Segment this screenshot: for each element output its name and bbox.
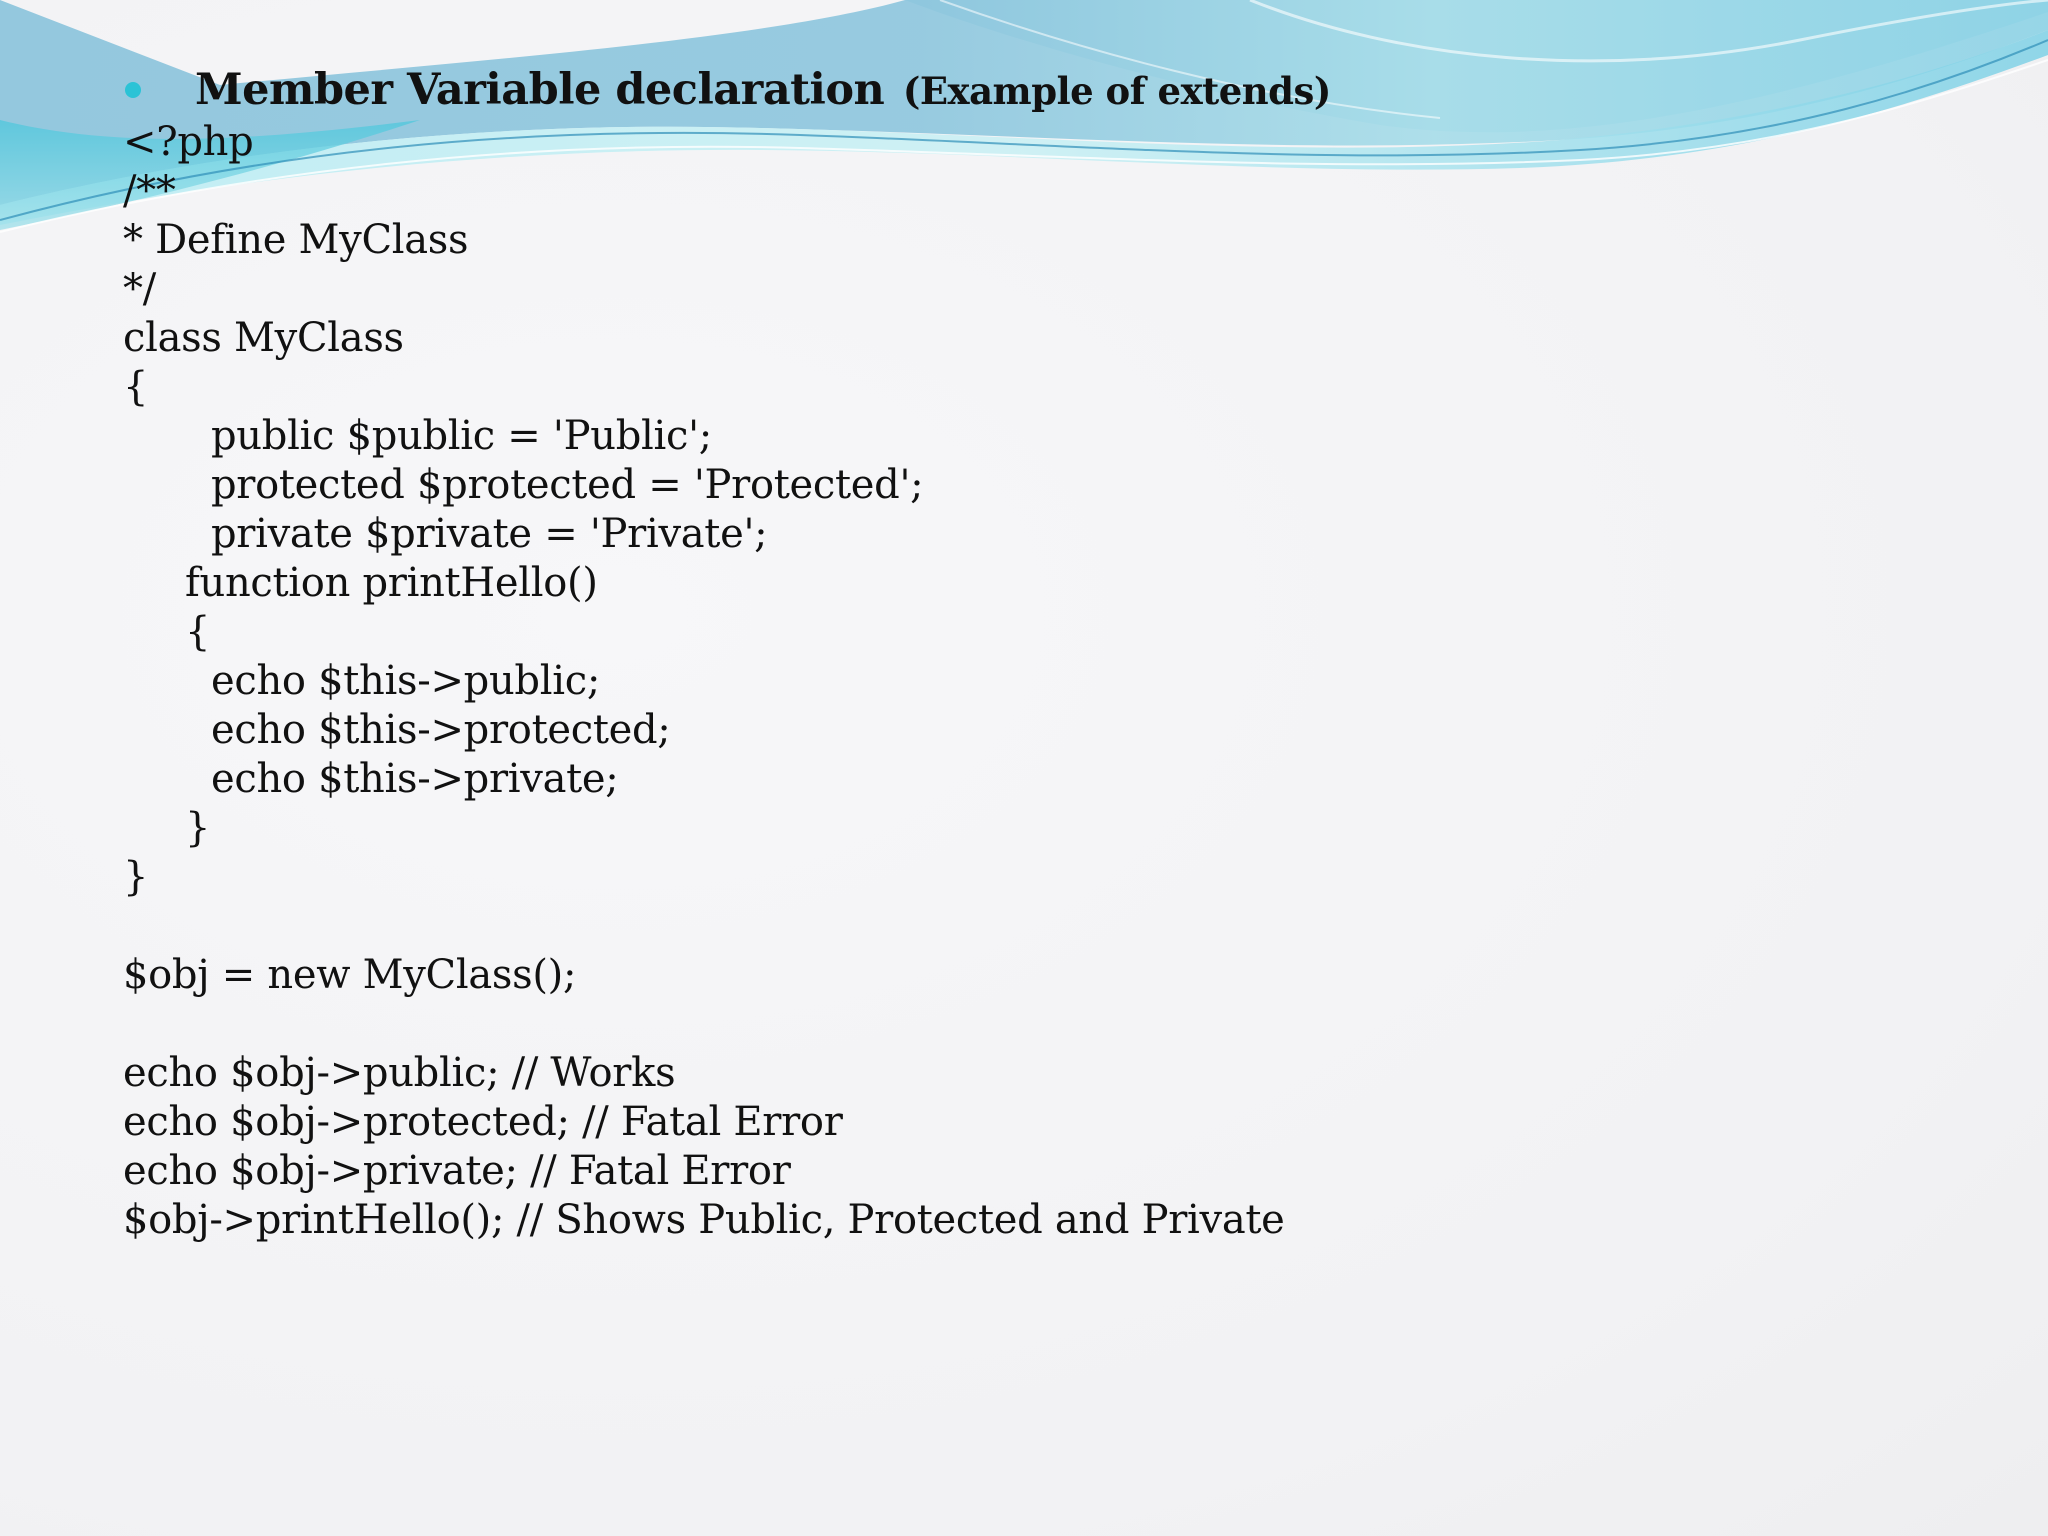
code-line: function printHello(): [185, 560, 598, 606]
bullet-icon: [125, 82, 141, 98]
code-line: {: [185, 609, 211, 655]
code-line: {: [123, 364, 149, 410]
code-line: echo $this->public;: [211, 658, 601, 704]
slide-content: [123, 62, 1723, 1245]
slide-heading-text: Member Variable declaration: [195, 65, 885, 115]
code-line: private $private = 'Private';: [211, 511, 768, 557]
code-line: }: [123, 854, 149, 900]
code-line: * Define MyClass: [123, 217, 469, 263]
slide-heading-row: [123, 62, 1723, 118]
code-line: echo $this->protected;: [211, 707, 671, 753]
code-block: [123, 118, 1723, 1245]
blank-line: [123, 902, 1723, 951]
code-line: /**: [123, 168, 176, 214]
code-line: <?php: [123, 119, 254, 165]
code-line: */: [123, 266, 156, 312]
code-line: $obj = new MyClass();: [123, 952, 577, 998]
slide-heading: [195, 62, 1331, 119]
code-line: class MyClass: [123, 315, 404, 361]
code-line: $obj->printHello(); // Shows Public, Protected and Private: [123, 1197, 1285, 1243]
code-line: echo $this->private;: [211, 756, 619, 802]
slide-heading-note: (Example of extends): [902, 69, 1331, 113]
code-line: echo $obj->protected; // Fatal Error: [123, 1099, 843, 1145]
blank-line: [123, 1000, 1723, 1049]
code-line: echo $obj->private; // Fatal Error: [123, 1148, 791, 1194]
code-line: public $public = 'Public';: [211, 413, 712, 459]
code-line: echo $obj->public; // Works: [123, 1050, 676, 1096]
code-line: }: [185, 805, 211, 851]
code-line: protected $protected = 'Protected';: [211, 462, 924, 508]
